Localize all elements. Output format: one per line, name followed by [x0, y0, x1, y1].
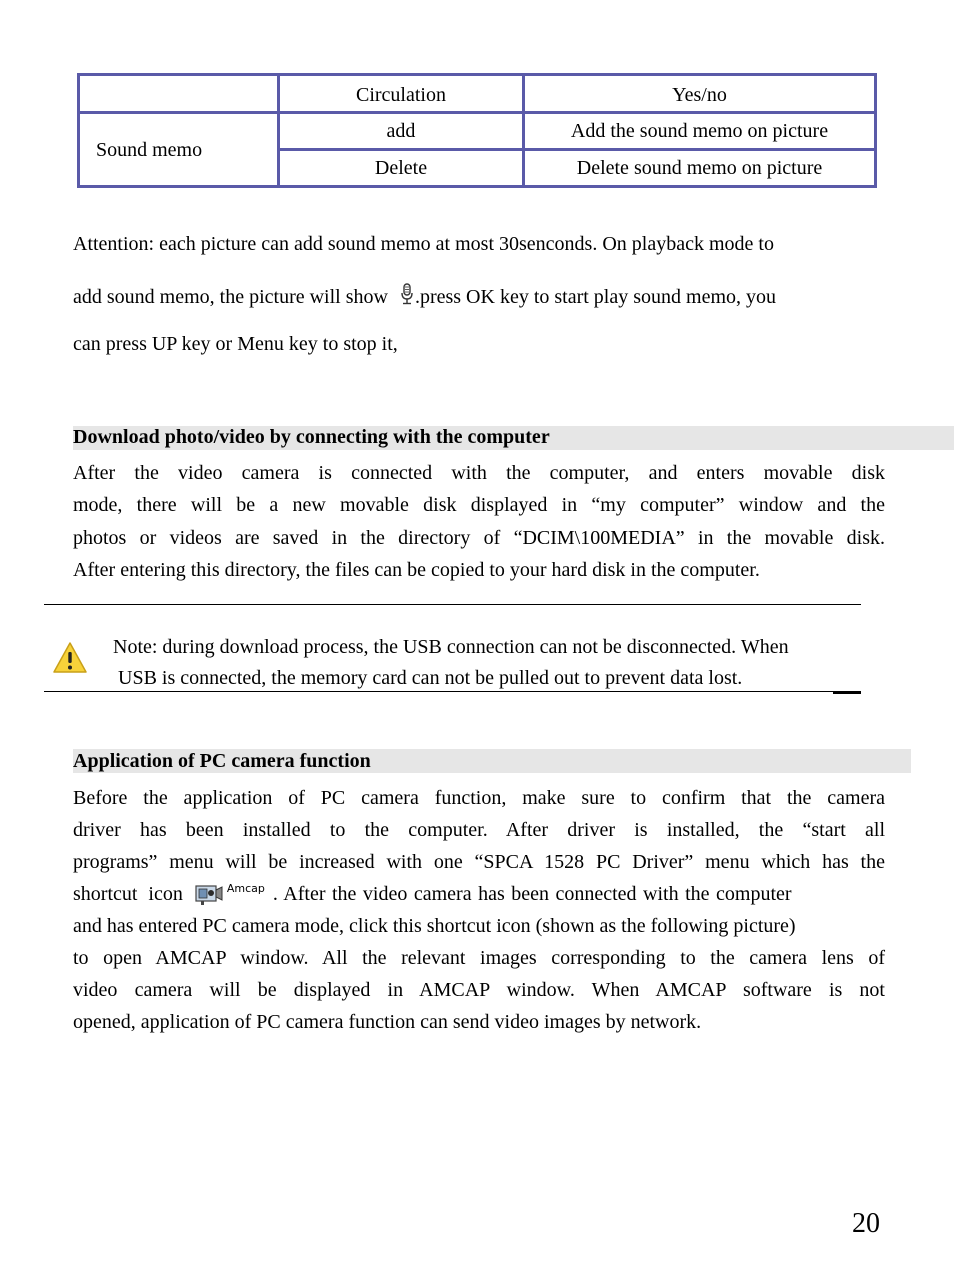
download-line: After entering this directory, the files can be copied to your hard disk in the computer. — [73, 558, 760, 581]
note-line-2: USB is connected, the memory card can not be pulled out to prevent data lost. — [118, 667, 743, 689]
table-group-label: Sound memo — [96, 138, 203, 161]
pc-camera-line-4-end: . After the video camera has been connected with the computer — [272, 883, 792, 905]
pc-camera-line: Before the application of PC camera function, make sure to confirm that the camera — [73, 787, 885, 809]
table-header-cell: Circulation — [356, 84, 446, 106]
pc-camera-line: driver has been installed to the computer. After driver is installed, the “start all — [73, 819, 885, 841]
amcap-shortcut-icon — [195, 878, 265, 910]
table-cell-description: Delete sound memo on picture — [576, 157, 823, 179]
page-number: 20 — [852, 1208, 880, 1239]
download-line: photos or videos are saved in the directory of “DCIM\100MEDIA” in the movable disk. — [73, 526, 885, 549]
note-bottom-rule — [44, 691, 861, 692]
table-cell-option: add — [386, 120, 416, 142]
attention-line-3: can press UP key or Menu key to stop it, — [73, 333, 398, 355]
attention-line-2-end: .press OK key to start play sound memo, you — [414, 286, 777, 308]
note-top-rule — [44, 604, 861, 605]
note-bottom-rule-accent — [833, 692, 861, 694]
attention-line-2-start: add sound memo, the picture will show — [73, 286, 388, 308]
table-cell-option: Delete — [374, 157, 428, 179]
amcap-icon-label: Amcap — [226, 882, 265, 895]
download-paragraph — [73, 457, 885, 586]
pc-camera-paragraph — [73, 782, 885, 1038]
pc-camera-line — [73, 878, 885, 910]
download-line: After the video camera is connected with the computer, and enters movable disk — [73, 462, 885, 484]
download-heading: Download photo/video by connecting with the computer — [73, 426, 550, 448]
pc-camera-line: opened, application of PC camera function can send video images by network. — [73, 1011, 702, 1033]
pc-camera-heading: Application of PC camera function — [73, 750, 371, 772]
pc-camera-line-4-start: shortcut icon — [73, 883, 183, 905]
warning-icon — [52, 641, 88, 675]
pc-camera-line: programs” menu will be increased with one “SPCA 1528 PC Driver” menu which has the — [73, 851, 885, 873]
table-cell-description: Add the sound memo on picture — [570, 120, 829, 142]
attention-line-1: Attention: each picture can add sound memo at most 30senconds. On playback mode to — [73, 233, 774, 255]
pc-camera-line: video camera will be displayed in AMCAP window. When AMCAP software is not — [73, 979, 885, 1001]
attention-line-2 — [73, 283, 885, 309]
microphone-icon — [399, 283, 415, 305]
pc-camera-line: to open AMCAP window. All the relevant images corresponding to the camera lens of — [73, 947, 885, 969]
settings-table — [77, 73, 877, 188]
table-header-cell: Yes/no — [672, 84, 727, 106]
download-line: mode, there will be a new movable disk displayed in “my computer” window and the — [73, 494, 885, 517]
pc-camera-line: and has entered PC camera mode, click this shortcut icon (shown as the following picture) — [73, 915, 796, 937]
table-header-cell — [80, 76, 277, 111]
note-line-1: Note: during download process, the USB connection can not be disconnected. When — [113, 636, 789, 658]
